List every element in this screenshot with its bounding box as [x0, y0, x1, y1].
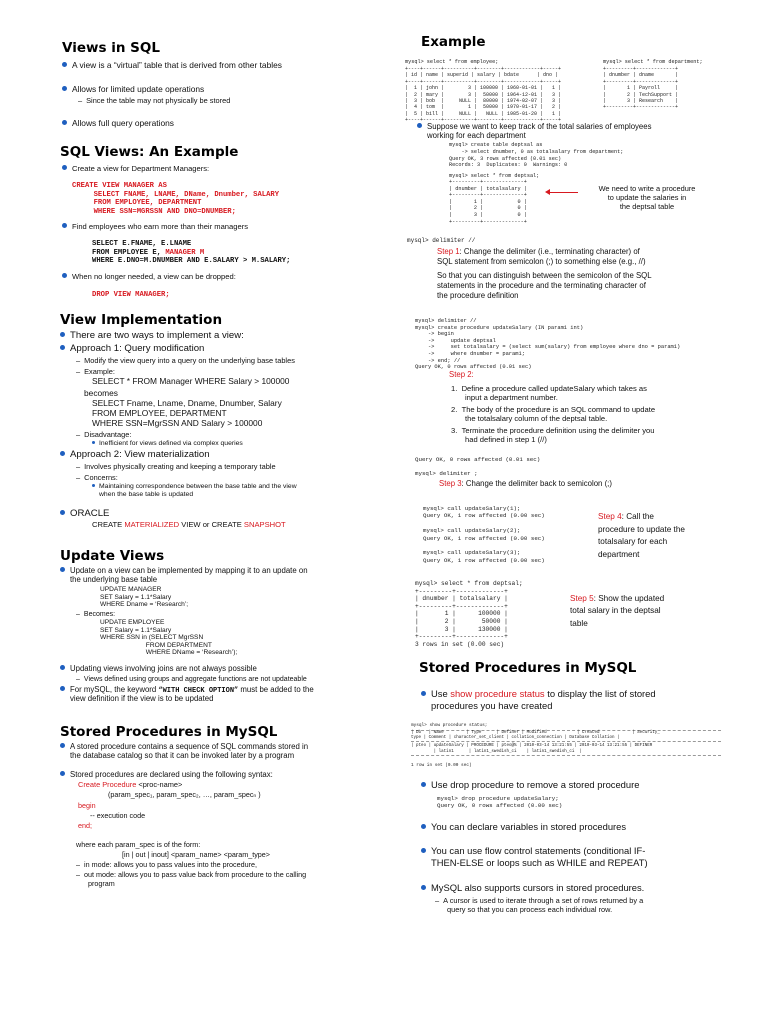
sub-bullet: – Example: — [76, 367, 115, 378]
syntax-line: where each param_spec is of the form: — [76, 840, 201, 849]
slide-update-views — [48, 544, 348, 714]
step-item: 2. The body of the procedure is an SQL command to update — [451, 405, 656, 414]
bullet: When no longer needed, a view can be dropped: — [62, 272, 236, 283]
sub-bullet: – Since the table may not physically be stored — [78, 96, 230, 107]
call-procedure-code: mysql> call updateSalary(1); Query OK, 1 row affected (0.00 sec) mysql> call updateSalary(2); Query OK, 1 row affected (0.00 sec) mysql> call updateSalary(3); Query OK, 1 row affected (0.00 sec) — [423, 505, 545, 564]
select-deptsal-result: mysql> select * from deptsal; +---------+-------------+ | dnumber | totalsalary | +---------+-------------+ | 1 | 100000 | | 2 | 50000 | | 3 | 130000 | +---------+-------------+ 3 rows in set (0.00 sec) — [415, 580, 523, 648]
bullet-icon — [421, 848, 426, 853]
select-deptsal-code: mysql> select * from deptsal; — [449, 173, 540, 179]
bullet-icon — [60, 451, 65, 456]
step-text: So that you can distinguish between the semicolon of the SQL — [437, 271, 652, 280]
bullet-icon — [421, 782, 426, 787]
step-item-cont: input a department number. — [465, 393, 558, 402]
table-header: | Db | Name | Type | Definer | Modified | Created | Security_ — [411, 731, 660, 735]
slide-step-2 — [405, 312, 725, 447]
sub-bullet: – Concerns: — [76, 473, 118, 484]
row-count: 1 row in set (0.00 sec) — [411, 763, 472, 768]
sub-sub-bullet: Inefficient for views defined via complex queries — [92, 439, 243, 450]
bullet-icon — [417, 123, 422, 128]
bullet-icon — [62, 223, 67, 228]
sub-sub-bullet: Maintaining correspondence between the base table and the view — [92, 482, 297, 493]
department-table: +---------+-------------+ | dnumber | dname | +---------+-------------+ | 1 | Payroll | | 2 | TechSupport | | 3 | Research | +---------+-------------+ — [603, 66, 679, 111]
bullet-icon — [421, 885, 426, 890]
bullet-cont: procedures you have created — [431, 700, 553, 711]
step-item-cont: the totalsalary column of the deptsal table. — [465, 414, 608, 423]
code-update-manager: UPDATE MANAGER SET Salary = 1.1*Salary WHERE Dname = ‘Research’; — [100, 586, 189, 609]
drop-procedure-code: mysql> drop procedure updateSalary; Query OK, 0 rows affected (0.00 sec) — [437, 795, 563, 810]
bullet-icon — [60, 345, 65, 350]
example-line: WHERE SSN=MgrSSN AND Salary > 100000 — [92, 418, 263, 428]
syntax-line: -- execution code — [90, 811, 146, 820]
bullet-icon — [421, 691, 426, 696]
bullet-icon — [92, 441, 95, 444]
create-deptsal-code: mysql> create table deptsal as -> select dnumber, 0 as totalsalary from department; Query OK, 3 rows affected (0.01 sec) Records: 3 Duplicates: 0 Warnings: 0 — [449, 142, 624, 169]
bullet: Updating views involving joins are not always possible — [60, 664, 257, 675]
query-employee: mysql> select * from employee; — [405, 59, 499, 65]
slide-title: View Implementation — [60, 312, 223, 328]
step-text: Step 1: Change the delimiter (i.e., terminating character) of — [437, 247, 640, 256]
slide-example — [405, 30, 725, 225]
sub-sub-bullet-cont: when the base table is updated — [99, 491, 194, 498]
example-line: FROM EMPLOYEE, DEPARTMENT — [92, 408, 227, 418]
sub-bullet: – Views defined using groups and aggregate functions are not updateable — [76, 675, 307, 686]
bullet: Use show procedure status to display the list of stored — [421, 688, 656, 700]
syntax-line: [in | out | inout] <param_name> <param_type> — [122, 850, 270, 859]
table-header: type | Comment | character_set_client | collation_connection | Database Collation | — [411, 736, 721, 742]
bullet: There are two ways to implement a view: — [60, 330, 244, 342]
bullet-icon — [92, 484, 95, 487]
syntax-end: end; — [78, 821, 92, 830]
bullet-cont: the underlying base table — [70, 575, 158, 584]
bullet-cont: working for each department — [427, 131, 526, 140]
procedure-status-table — [411, 730, 721, 756]
sub-bullet: – Disadvantage: — [76, 430, 131, 441]
show-procedure-command: mysql> show procedure status; — [411, 723, 488, 728]
code-drop-view: DROP VIEW MANAGER; — [92, 291, 170, 299]
sub-bullet: – in mode: allows you to pass values into the procedure, — [76, 860, 257, 871]
query-department: mysql> select * from department; — [603, 59, 703, 65]
bullet-icon — [60, 567, 65, 572]
syntax-line: (param_spec₁, param_spec₂, …, param_specₙ ) — [108, 790, 261, 799]
callout-arrow — [550, 192, 578, 193]
bullet: MySQL also supports cursors in stored procedures. — [421, 882, 644, 894]
table-row: | latin1 | latin1_swedish_ci | latin1_swedish_ci | — [411, 749, 582, 754]
bullet-cont: the database catalog so that it can be invoked later by a program — [70, 751, 295, 760]
step-text: SQL statement from semicolon (;) to something else (e.g., //) — [437, 257, 646, 266]
sub-bullet-cont: program — [88, 879, 115, 888]
slide-views-in-sql — [48, 30, 348, 135]
sub-bullet: – A cursor is used to iterate through a set of rows returned by a — [435, 896, 643, 907]
step-text: the procedure definition — [437, 291, 519, 300]
sub-bullet: – Becomes: — [76, 610, 115, 621]
slide-stored-procedures-2 — [405, 656, 725, 918]
bullet-icon — [62, 62, 67, 67]
step-text: statements in the procedure and the terminating character of — [437, 281, 646, 290]
bullet-icon — [60, 771, 65, 776]
slide-title: Update Views — [60, 548, 165, 564]
step-text: Step 4: Call the procedure to update the totalsalary for each department — [598, 512, 685, 559]
bullet: You can declare variables in stored procedures — [421, 821, 626, 833]
bullet-icon — [60, 686, 65, 691]
syntax-line: Create Procedure <proc-name> — [78, 780, 183, 789]
slide-view-implementation — [48, 310, 348, 538]
slide-step-5 — [405, 578, 725, 653]
example-line: becomes — [84, 388, 118, 398]
slide-title: SQL Views: An Example — [60, 144, 239, 160]
sub-bullet: – Involves physically creating and keeping a temporary table — [76, 462, 276, 473]
bullet-icon — [421, 824, 426, 829]
slide-sql-views-example — [48, 140, 348, 305]
syntax-begin: begin — [78, 801, 96, 810]
bullet: A view is a “virtual” table that is derived from other tables — [62, 60, 282, 71]
deptsal-table: +---------+-------------+ | dnumber | totalsalary | +---------+-------------+ | 1 | 0 | | 2 | 0 | | 3 | 0 | +---------+-------------+ — [449, 179, 527, 225]
employee-table: +----+------+----------+--------+------------+-----+ | id | name | superid | salary | bdate | dno | +----+------+----------+--------+------------+-----+ | 1 | john | 3 | 100000 | 1960-01-01 | 1 | | 2 | mary | 3 | 50000 | 1964-12-01 | 3 | | 3 | bob | NULL | 80000 | 1974-02-07 | 3 | | 4 | tom | 1 | 50000 | 1970-01-17 | 2 | | 5 | bill | NULL | NULL | 1985-01-20 | 1 | +----+------+----------+--------+------------+-----+ — [405, 66, 562, 124]
step-text: Step 3: Change the delimiter back to semicolon (;) — [439, 479, 612, 488]
sub-bullet: – out mode: allows you to pass value back from procedure to the calling — [76, 870, 306, 881]
bullet: Use drop procedure to remove a stored procedure — [421, 779, 639, 791]
bullet: Find employees who earn more than their managers — [62, 222, 248, 233]
bullet: Update on a view can be implemented by mapping it to an update on — [60, 566, 308, 577]
step-label: Step 2: — [449, 370, 474, 379]
create-procedure-code: mysql> delimiter // mysql> create procedure updateSalary (IN param1 int) -> begin -> update deptsal -> set totalsalary = (select sum(salary) from employee where dno = param1) -> where dnumber = param1; -> end; // Query OK, 0 rows affected (0.01 sec) — [415, 318, 681, 371]
bullet-icon — [62, 120, 67, 125]
slide-title: Stored Procedures in MySQL — [419, 660, 637, 676]
slide-title: Stored Procedures in MySQL — [60, 724, 278, 740]
step-text: Step 5: Show the updated total salary in the deptsal table — [570, 594, 665, 628]
bullet-icon — [60, 665, 65, 670]
bullet: Suppose we want to keep track of the total salaries of employees — [417, 122, 652, 133]
code-query: SELECT E.FNAME, E.LNAME FROM EMPLOYEE E, MANAGER M WHERE E.DNO=M.DNUMBER AND E.SALARY > M.SALARY; — [92, 240, 291, 266]
bullet-icon — [60, 510, 65, 515]
bullet: ORACLE — [60, 508, 109, 520]
slide-step-1 — [405, 235, 725, 303]
bullet: Approach 1: Query modification — [60, 343, 204, 355]
slide-title: Example — [421, 34, 486, 50]
bullet: Allows for limited update operations — [62, 84, 204, 95]
bullet-icon — [62, 86, 67, 91]
delimiter-command: mysql> delimiter // — [407, 237, 476, 244]
slide-stored-procedures-1 — [48, 718, 348, 893]
bullet: You can use flow control statements (conditional IF- — [421, 845, 645, 857]
bullet-icon — [60, 743, 65, 748]
delimiter-reset-code: Query OK, 0 rows affected (0.01 sec) mysql> delimiter ; — [415, 456, 541, 477]
bullet-cont: view definition if the view is to be updated — [70, 694, 214, 703]
callout-note: We need to write a procedure to update the salaries in the deptsal table — [598, 184, 696, 211]
slide-title: Views in SQL — [62, 40, 160, 56]
bullet-icon — [62, 273, 67, 278]
bullet: A stored procedure contains a sequence of SQL commands stored in — [60, 742, 308, 753]
bullet: Create a view for Department Managers: — [62, 164, 209, 175]
table-row: | pteo | updateSalary | PROCEDURE | pteo@% | 2010-03-14 13:21:55 | 2010-03-14 13:21:55 | DEFINER — [411, 744, 653, 749]
bullet: For mySQL, the keyword “WITH CHECK OPTION” must be added to the — [60, 685, 314, 697]
code-create-view: CREATE VIEW MANAGER AS SELECT FNAME, LNAME, DName, Dnumber, SALARY FROM EMPLOYEE, DEPARTMENT WHERE SSN=MGRSSN AND DNO=DNUMBER; — [72, 182, 280, 216]
slide-step-4 — [405, 503, 725, 573]
step-item: 1. Define a procedure called updateSalary which takes as — [451, 384, 647, 393]
bullet-icon — [62, 165, 67, 170]
slide-step-3 — [405, 455, 725, 495]
bullet: Allows full query operations — [62, 118, 174, 129]
oracle-line: CREATE MATERIALIZED VIEW or CREATE SNAPSHOT — [92, 520, 286, 529]
example-line: SELECT * FROM Manager WHERE Salary > 100000 — [92, 376, 290, 386]
bullet-cont: THEN-ELSE or loops such as WHILE and REPEAT) — [431, 857, 648, 868]
bullet: Stored procedures are declared using the following syntax: — [60, 770, 273, 781]
sub-bullet: – Modify the view query into a query on the underlying base tables — [76, 356, 295, 367]
bullet-icon — [60, 332, 65, 337]
step-item: 3. Terminate the procedure definition using the delimiter you — [451, 426, 655, 435]
example-line: SELECT Fname, Lname, Dname, Dnumber, Salary — [92, 398, 282, 408]
step-item-cont: had defined in step 1 (//) — [465, 435, 547, 444]
bullet: Approach 2: View materialization — [60, 449, 210, 461]
code-update-employee: UPDATE EMPLOYEE SET Salary = 1.1*Salary WHERE SSN in (SELECT MgrSSN FROM DEPARTMENT WHERE DName = ‘Research’); — [100, 619, 238, 657]
sub-bullet-cont: query so that you can process each individual row. — [447, 905, 613, 914]
